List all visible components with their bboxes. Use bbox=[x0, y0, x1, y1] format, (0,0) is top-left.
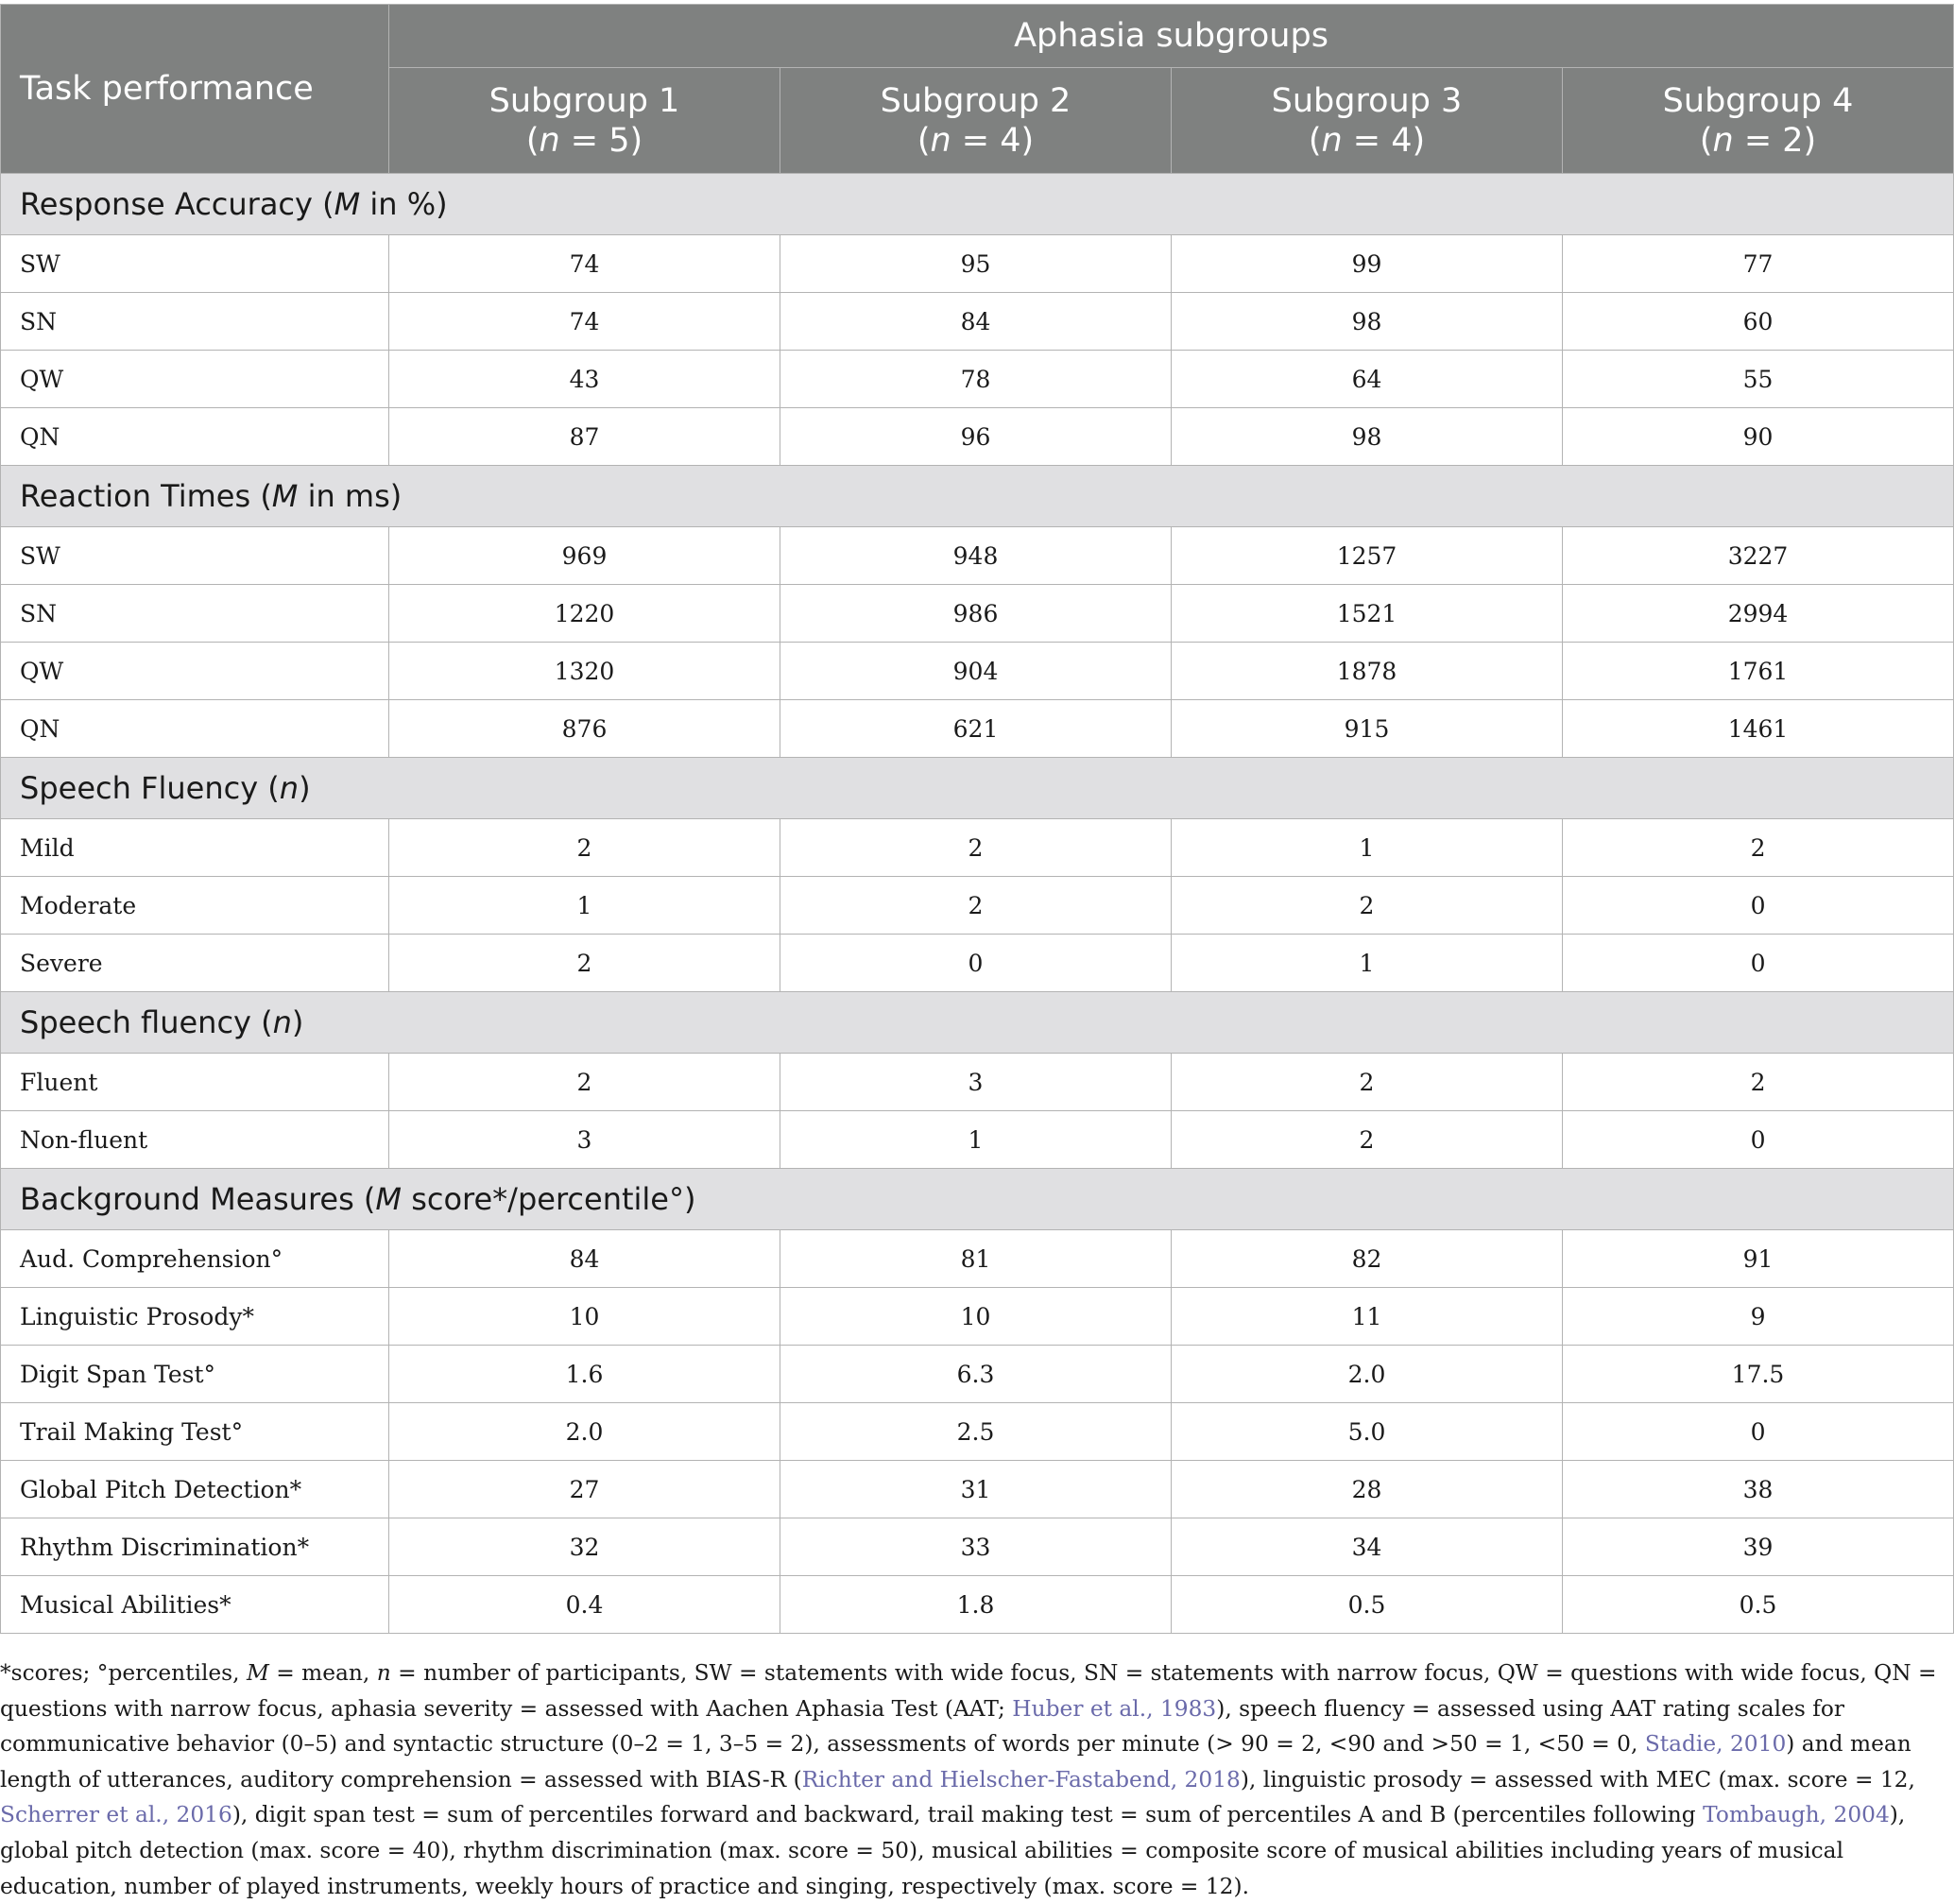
table-cell: 95 bbox=[780, 235, 1172, 293]
table-row bbox=[1, 1111, 1954, 1169]
citation-link[interactable]: Tombaugh, 2004 bbox=[1703, 1802, 1890, 1828]
footnote-var-m: M bbox=[246, 1660, 269, 1686]
table-cell: 82 bbox=[1172, 1230, 1563, 1288]
table-row bbox=[1, 1230, 1954, 1288]
table-row bbox=[1, 293, 1954, 351]
table-row bbox=[1, 700, 1954, 758]
table-cell: 0.5 bbox=[1563, 1576, 1954, 1634]
table-row bbox=[1, 1461, 1954, 1518]
subgroup-header bbox=[389, 68, 780, 174]
section-header-row bbox=[1, 1169, 1954, 1230]
table-cell: 39 bbox=[1563, 1518, 1954, 1576]
table-cell: 1257 bbox=[1172, 527, 1563, 585]
row-label: QN bbox=[1, 408, 389, 466]
table-cell: 2 bbox=[780, 819, 1172, 877]
table-cell: 77 bbox=[1563, 235, 1954, 293]
table-cell: 3 bbox=[389, 1111, 780, 1169]
table-cell: 2.0 bbox=[1172, 1346, 1563, 1403]
table-cell: 0 bbox=[1563, 1111, 1954, 1169]
table-cell: 5.0 bbox=[1172, 1403, 1563, 1461]
section-title bbox=[1, 758, 1954, 819]
subgroup-n-open: ( bbox=[1699, 121, 1713, 160]
section-title-var: n bbox=[272, 1004, 292, 1040]
row-label: SN bbox=[1, 293, 389, 351]
section-title-var: M bbox=[334, 186, 361, 222]
table-row bbox=[1, 819, 1954, 877]
table-cell: 96 bbox=[780, 408, 1172, 466]
table-cell: 2 bbox=[389, 1054, 780, 1111]
table-cell: 986 bbox=[780, 585, 1172, 643]
row-label: Moderate bbox=[1, 877, 389, 935]
table-cell: 1 bbox=[1172, 819, 1563, 877]
section-title-text: Speech fluency ( bbox=[20, 1004, 273, 1040]
table-container bbox=[0, 4, 1954, 1634]
footnote-text: = number of participants, SW = statements with wide focus, SN = statements with narrow focus, QW = questions with wide focus, QN = questions with narrow focus, aphasia severity = assessed with Aachen Aphasia Test (AAT; bbox=[0, 1660, 1937, 1722]
table-body bbox=[1, 174, 1954, 1634]
table-cell: 0 bbox=[1563, 877, 1954, 935]
table-cell: 34 bbox=[1172, 1518, 1563, 1576]
table-cell: 2 bbox=[1563, 819, 1954, 877]
table-cell: 904 bbox=[780, 643, 1172, 700]
row-label: Severe bbox=[1, 935, 389, 992]
table-cell: 11 bbox=[1172, 1288, 1563, 1346]
table-cell: 2 bbox=[389, 819, 780, 877]
table-cell: 84 bbox=[389, 1230, 780, 1288]
table-footnote bbox=[0, 1655, 1946, 1904]
table-row bbox=[1, 1518, 1954, 1576]
table-cell: 1878 bbox=[1172, 643, 1563, 700]
table-cell: 74 bbox=[389, 293, 780, 351]
table-cell: 38 bbox=[1563, 1461, 1954, 1518]
table-cell: 10 bbox=[389, 1288, 780, 1346]
table-cell: 9 bbox=[1563, 1288, 1954, 1346]
footnote-var-n: n bbox=[376, 1660, 391, 1686]
section-header-row bbox=[1, 758, 1954, 819]
section-title-var: M bbox=[271, 478, 299, 514]
table-cell: 78 bbox=[780, 351, 1172, 408]
table-row bbox=[1, 351, 1954, 408]
table-cell: 621 bbox=[780, 700, 1172, 758]
table-row bbox=[1, 643, 1954, 700]
section-header-row bbox=[1, 174, 1954, 235]
table-row bbox=[1, 877, 1954, 935]
table-cell: 81 bbox=[780, 1230, 1172, 1288]
table-cell: 87 bbox=[389, 408, 780, 466]
footnote-text: = mean, bbox=[268, 1660, 377, 1686]
subgroup-n-open: ( bbox=[525, 121, 540, 160]
subgroup-n-var: n bbox=[539, 121, 560, 160]
table-row bbox=[1, 1346, 1954, 1403]
results-table bbox=[0, 4, 1954, 1634]
subgroup-n-var: n bbox=[930, 121, 951, 160]
section-title bbox=[1, 992, 1954, 1054]
table-cell: 1761 bbox=[1563, 643, 1954, 700]
table-cell: 31 bbox=[780, 1461, 1172, 1518]
table-row bbox=[1, 235, 1954, 293]
row-label: SN bbox=[1, 585, 389, 643]
table-cell: 1.8 bbox=[780, 1576, 1172, 1634]
table-cell: 1 bbox=[1172, 935, 1563, 992]
section-title-text: score*/percentile°) bbox=[402, 1181, 696, 1217]
table-cell: 1220 bbox=[389, 585, 780, 643]
table-cell: 2.5 bbox=[780, 1403, 1172, 1461]
subgroup-n-var: n bbox=[1712, 121, 1734, 160]
table-cell: 1 bbox=[780, 1111, 1172, 1169]
subgroup-header bbox=[1172, 68, 1563, 174]
table-cell: 3227 bbox=[1563, 527, 1954, 585]
table-cell: 2 bbox=[1172, 877, 1563, 935]
row-label: SW bbox=[1, 235, 389, 293]
row-label: Linguistic Prosody* bbox=[1, 1288, 389, 1346]
table-row bbox=[1, 1288, 1954, 1346]
section-title-text: Speech Fluency ( bbox=[20, 770, 280, 806]
subgroup-n-value: = 4) bbox=[1342, 121, 1426, 160]
table-row bbox=[1, 935, 1954, 992]
section-title-var: n bbox=[279, 770, 300, 806]
table-cell: 915 bbox=[1172, 700, 1563, 758]
table-cell: 0.5 bbox=[1172, 1576, 1563, 1634]
table-cell: 2 bbox=[1172, 1054, 1563, 1111]
table-cell: 90 bbox=[1563, 408, 1954, 466]
table-cell: 43 bbox=[389, 351, 780, 408]
aphasia-subgroups-header: Aphasia subgroups bbox=[389, 5, 1954, 68]
table-cell: 2 bbox=[389, 935, 780, 992]
section-title-text: Reaction Times ( bbox=[20, 478, 272, 514]
table-cell: 969 bbox=[389, 527, 780, 585]
citation-link[interactable]: Stadie, 2010 bbox=[1644, 1731, 1787, 1758]
table-cell: 84 bbox=[780, 293, 1172, 351]
row-label: Rhythm Discrimination* bbox=[1, 1518, 389, 1576]
table-cell: 2.0 bbox=[389, 1403, 780, 1461]
table-cell: 0 bbox=[1563, 1403, 1954, 1461]
subgroup-header bbox=[780, 68, 1172, 174]
footnote-text: ) and mean length of utterances, auditory comprehension = assessed with BIAS-R ( bbox=[0, 1731, 1911, 1793]
table-cell: 98 bbox=[1172, 408, 1563, 466]
subgroup-name: Subgroup 2 bbox=[880, 81, 1071, 120]
subgroup-n-var: n bbox=[1321, 121, 1343, 160]
table-cell: 74 bbox=[389, 235, 780, 293]
section-title bbox=[1, 466, 1954, 527]
section-title-text: in ms) bbox=[298, 478, 403, 514]
citation-link[interactable]: Huber et al., 1983 bbox=[1012, 1695, 1217, 1722]
row-label: Fluent bbox=[1, 1054, 389, 1111]
section-title bbox=[1, 174, 1954, 235]
table-row bbox=[1, 1403, 1954, 1461]
table-cell: 0 bbox=[780, 935, 1172, 992]
table-cell: 1.6 bbox=[389, 1346, 780, 1403]
table-cell: 91 bbox=[1563, 1230, 1954, 1288]
table-row bbox=[1, 1054, 1954, 1111]
table-cell: 1320 bbox=[389, 643, 780, 700]
footnote-text: *scores; °percentiles, bbox=[0, 1660, 247, 1686]
table-cell: 6.3 bbox=[780, 1346, 1172, 1403]
table-row bbox=[1, 1576, 1954, 1634]
row-label: Musical Abilities* bbox=[1, 1576, 389, 1634]
table-cell: 2 bbox=[1172, 1111, 1563, 1169]
section-title-text: ) bbox=[299, 770, 311, 806]
table-cell: 948 bbox=[780, 527, 1172, 585]
table-row bbox=[1, 585, 1954, 643]
footnote-text: ), speech fluency = assessed using AAT rating scales for communicative behavior (0–5) and syntactic structure (0–2 = 1, 3–5 = 2), assessments of words per minute (> 90 = 2, <90 and >50 = 1, <50 = 0, bbox=[0, 1695, 1845, 1758]
subgroup-n-value: = 4) bbox=[951, 121, 1035, 160]
table-cell: 1 bbox=[389, 877, 780, 935]
footnote-text: ), linguistic prosody = assessed with MEC (max. score = 12, bbox=[1240, 1766, 1915, 1793]
task-performance-header: Task performance bbox=[1, 5, 389, 174]
table-cell: 28 bbox=[1172, 1461, 1563, 1518]
table-cell: 10 bbox=[780, 1288, 1172, 1346]
section-title-var: M bbox=[375, 1181, 403, 1217]
section-title bbox=[1, 1169, 1954, 1230]
subgroup-n-value: = 2) bbox=[1733, 121, 1817, 160]
section-title-text: Response Accuracy ( bbox=[20, 186, 334, 222]
row-label: Digit Span Test° bbox=[1, 1346, 389, 1403]
table-cell: 876 bbox=[389, 700, 780, 758]
row-label: SW bbox=[1, 527, 389, 585]
table-cell: 3 bbox=[780, 1054, 1172, 1111]
section-header-row bbox=[1, 992, 1954, 1054]
table-cell: 98 bbox=[1172, 293, 1563, 351]
citation-link[interactable]: Scherrer et al., 2016 bbox=[0, 1802, 232, 1828]
row-label: QN bbox=[1, 700, 389, 758]
row-label: Aud. Comprehension° bbox=[1, 1230, 389, 1288]
table-cell: 1521 bbox=[1172, 585, 1563, 643]
table-cell: 99 bbox=[1172, 235, 1563, 293]
subgroup-header bbox=[1563, 68, 1954, 174]
table-cell: 55 bbox=[1563, 351, 1954, 408]
table-row bbox=[1, 408, 1954, 466]
table-cell: 1461 bbox=[1563, 700, 1954, 758]
section-title-text: in %) bbox=[360, 186, 448, 222]
table-row bbox=[1, 527, 1954, 585]
subgroup-n-open: ( bbox=[917, 121, 931, 160]
section-header-row bbox=[1, 466, 1954, 527]
row-label: QW bbox=[1, 351, 389, 408]
table-cell: 27 bbox=[389, 1461, 780, 1518]
row-label: Non-fluent bbox=[1, 1111, 389, 1169]
section-title-text: Background Measures ( bbox=[20, 1181, 376, 1217]
table-cell: 2 bbox=[1563, 1054, 1954, 1111]
citation-link[interactable]: Richter and Hielscher-Fastabend, 2018 bbox=[801, 1766, 1241, 1793]
subgroup-n-open: ( bbox=[1308, 121, 1322, 160]
footnote-text: ), digit span test = sum of percentiles forward and backward, trail making test = sum of percentiles A and B (percentiles following bbox=[231, 1802, 1704, 1828]
table-cell: 2994 bbox=[1563, 585, 1954, 643]
row-label: Global Pitch Detection* bbox=[1, 1461, 389, 1518]
table-cell: 17.5 bbox=[1563, 1346, 1954, 1403]
subgroup-name: Subgroup 4 bbox=[1662, 81, 1854, 120]
subgroup-n-value: = 5) bbox=[559, 121, 643, 160]
subgroup-name: Subgroup 3 bbox=[1271, 81, 1463, 120]
table-cell: 2 bbox=[780, 877, 1172, 935]
row-label: Mild bbox=[1, 819, 389, 877]
table-cell: 60 bbox=[1563, 293, 1954, 351]
table-cell: 0 bbox=[1563, 935, 1954, 992]
table-cell: 33 bbox=[780, 1518, 1172, 1576]
row-label: Trail Making Test° bbox=[1, 1403, 389, 1461]
table-cell: 64 bbox=[1172, 351, 1563, 408]
row-label: QW bbox=[1, 643, 389, 700]
footnote-text: ), global pitch detection (max. score = 40), rhythm discrimination (max. score = 50), musical abilities = composite score of musical abilities including years of musical education, number of played instruments, weekly hours of practice and singing, respectively (max. score = 12). bbox=[0, 1802, 1906, 1899]
table-cell: 32 bbox=[389, 1518, 780, 1576]
section-title-text: ) bbox=[291, 1004, 304, 1040]
table-cell: 0.4 bbox=[389, 1576, 780, 1634]
subgroup-name: Subgroup 1 bbox=[488, 81, 680, 120]
